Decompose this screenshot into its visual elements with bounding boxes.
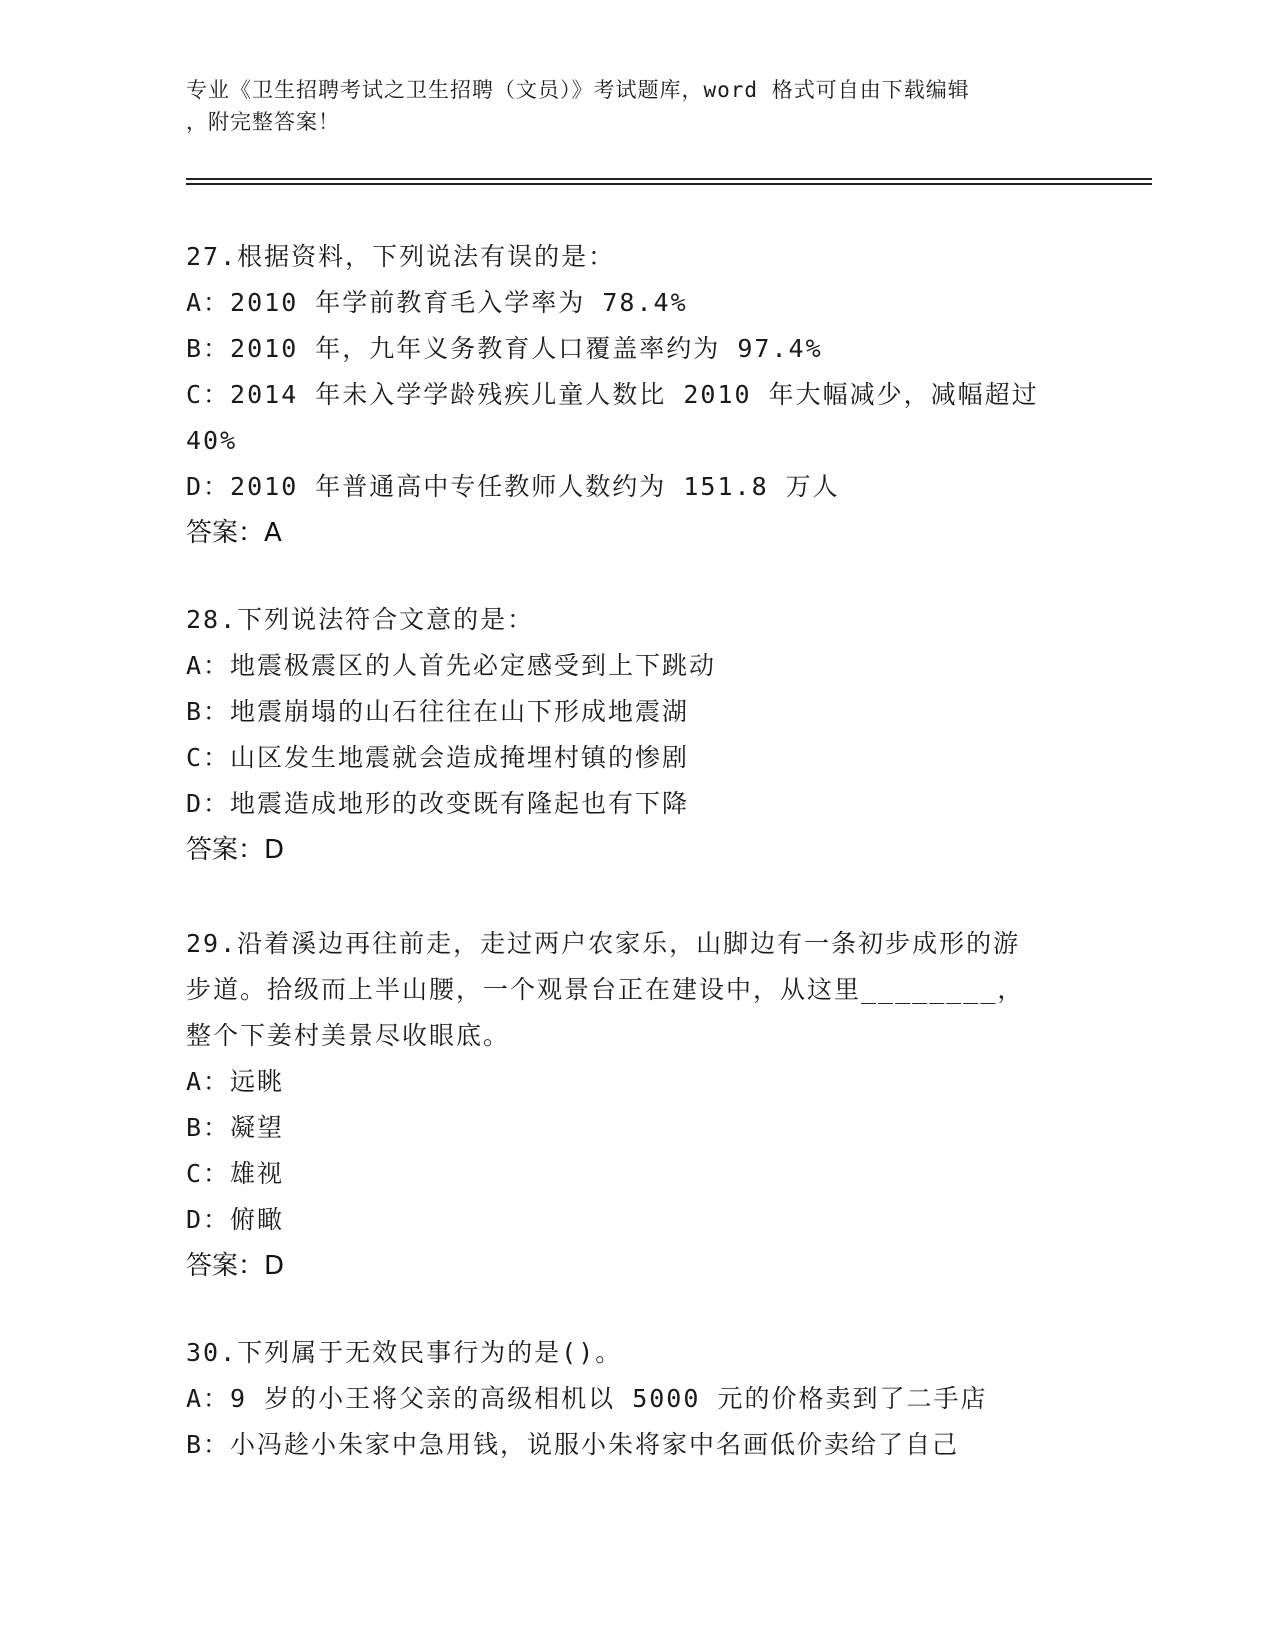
question-stem: 30.下列属于无效民事行为的是()。 — [186, 1338, 623, 1367]
question-28 — [186, 597, 1086, 873]
option-d: D：地震造成地形的改变既有隆起也有下降 — [186, 789, 690, 818]
option-a: A：远眺 — [186, 1067, 285, 1096]
question-stem: 28.下列说法符合文意的是： — [186, 605, 535, 634]
answer-label: 答案： — [186, 835, 265, 865]
header-line-1: 专业《卫生招聘考试之卫生招聘（文员）》考试题库，word 格式可自由下载编辑 — [186, 78, 970, 102]
document-header — [186, 74, 1086, 138]
question-27 — [186, 234, 1086, 556]
option-c: C：山区发生地震就会造成掩埋村镇的惨剧 — [186, 743, 690, 772]
answer-label: 答案： — [186, 1251, 265, 1281]
header-divider-top — [186, 178, 1152, 180]
header-line-2: ，附完整答案！ — [186, 110, 340, 134]
answer-value: D — [264, 835, 285, 865]
question-29 — [186, 921, 1086, 1289]
answer — [186, 1243, 1086, 1289]
question-stem-line-2: 步道。拾级而上半山腰，一个观景台正在建设中，从这里________， — [186, 975, 1025, 1004]
answer-value: D — [264, 1251, 285, 1281]
option-b: B：小冯趁小朱家中急用钱，说服小朱将家中名画低价卖给了自己 — [186, 1430, 960, 1459]
answer — [186, 827, 1086, 873]
question-30 — [186, 1330, 1086, 1468]
question-stem-line-3: 整个下姜村美景尽收眼底。 — [186, 1021, 511, 1050]
answer-value: A — [264, 518, 282, 548]
answer-label: 答案： — [186, 518, 265, 548]
option-b: B：2010 年，九年义务教育人口覆盖率约为 97.4% — [186, 334, 823, 363]
header-divider-bottom — [186, 183, 1152, 185]
question-stem: 27.根据资料，下列说法有误的是： — [186, 242, 616, 271]
question-stem-line-1: 29.沿着溪边再往前走，走过两户农家乐，山脚边有一条初步成形的游 — [186, 929, 1021, 958]
answer — [186, 510, 1086, 556]
option-b: B：凝望 — [186, 1113, 285, 1142]
option-a: A：2010 年学前教育毛入学率为 78.4% — [186, 288, 688, 317]
option-a: A：地震极震区的人首先必定感受到上下跳动 — [186, 651, 717, 680]
option-b: B：地震崩塌的山石往往在山下形成地震湖 — [186, 697, 690, 726]
option-d: D：俯瞰 — [186, 1205, 285, 1234]
option-c: C：2014 年未入学学龄残疾儿童人数比 2010 年大幅减少，减幅超过 — [186, 380, 1039, 409]
option-a: A：9 岁的小王将父亲的高级相机以 5000 元的价格卖到了二手店 — [186, 1384, 988, 1413]
option-c: C：雄视 — [186, 1159, 285, 1188]
option-c-continued: 40% — [186, 426, 238, 455]
option-d: D：2010 年普通高中专任教师人数约为 151.8 万人 — [186, 472, 840, 501]
